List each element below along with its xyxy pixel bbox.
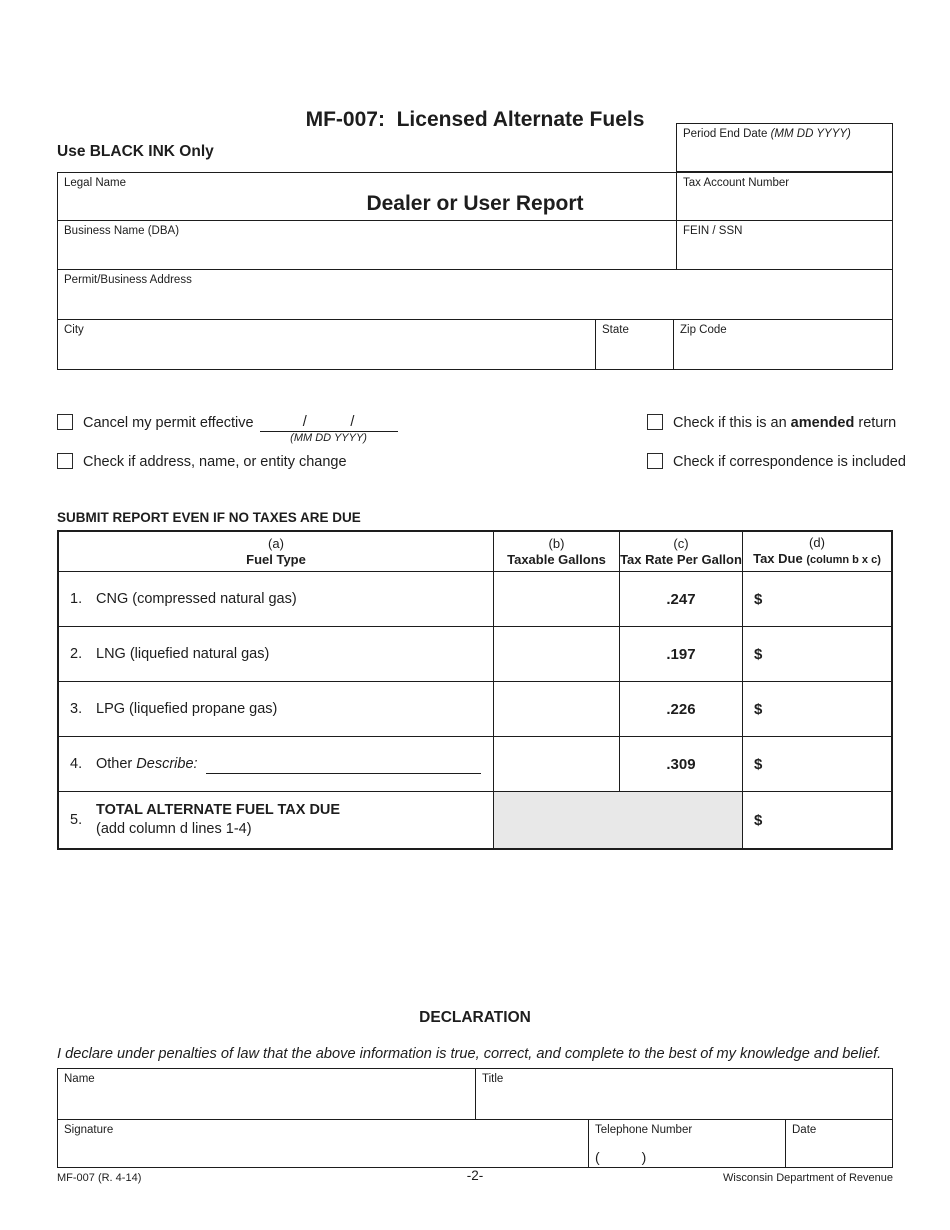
info-row-2	[58, 221, 892, 270]
period-end-date-text: Period End Date	[683, 128, 768, 140]
taxable-gallons-input-row3[interactable]	[494, 682, 620, 736]
tax-account-number-field[interactable]	[677, 173, 892, 220]
info-row-4	[58, 320, 892, 369]
state-field[interactable]	[596, 320, 674, 369]
permit-address-field[interactable]	[58, 270, 892, 319]
correspondence-checkbox[interactable]	[647, 453, 663, 469]
row-3-number: 3.	[70, 701, 83, 717]
total-shaded-cell	[494, 792, 743, 848]
submit-report-note: SUBMIT REPORT EVEN IF NO TAXES ARE DUE	[57, 510, 361, 525]
city-label: City	[64, 324, 84, 336]
amended-bold: amended	[790, 415, 855, 431]
address-change-row	[57, 453, 347, 471]
taxable-gallons-input-row4[interactable]	[494, 737, 620, 791]
taxpayer-info-table	[57, 172, 893, 370]
title-label: Title	[482, 1073, 504, 1085]
tax-rate-row2: .197	[620, 627, 743, 681]
other-describe-input[interactable]	[206, 773, 481, 774]
total-label	[96, 801, 340, 839]
row-5-number: 5.	[70, 811, 83, 828]
taxable-gallons-input-row1[interactable]	[494, 572, 620, 626]
period-end-date-format: (MM DD YYYY)	[770, 128, 851, 140]
declaration-row-2	[58, 1120, 892, 1167]
declaration-table	[57, 1068, 893, 1168]
col-d-label	[743, 551, 891, 568]
city-field[interactable]	[58, 320, 596, 369]
row-2-number: 2.	[70, 646, 83, 662]
col-a-label: Fuel Type	[246, 551, 306, 567]
total-row	[59, 792, 891, 848]
legal-name-label: Legal Name	[64, 177, 127, 189]
title-field[interactable]	[476, 1069, 892, 1119]
address-change-checkbox[interactable]	[57, 453, 73, 469]
page-title-line2: Dealer or User Report	[366, 192, 584, 215]
table-row	[59, 682, 891, 737]
cancel-permit-checkbox[interactable]	[57, 414, 73, 430]
col-header-taxable-gallons	[494, 532, 620, 571]
period-end-date-label	[677, 124, 892, 141]
cancel-permit-date-field	[260, 414, 398, 445]
zip-code-label: Zip Code	[680, 324, 727, 336]
fein-ssn-field[interactable]	[677, 221, 892, 269]
tax-due-input-row2[interactable]	[743, 627, 891, 681]
row-3-label: LPG (liquefied propane gas)	[96, 701, 278, 717]
state-label: State	[602, 324, 629, 336]
cancel-permit-row	[57, 414, 398, 445]
dollar-sign-row4: $	[754, 755, 763, 773]
table-row	[59, 737, 891, 792]
legal-name-field[interactable]	[58, 173, 677, 220]
col-b-tag: (b)	[548, 535, 565, 551]
telephone-parens: ( )	[595, 1149, 647, 1165]
tax-due-input-row1[interactable]	[743, 572, 891, 626]
declaration-row-1	[58, 1069, 892, 1120]
fuel-table-header	[59, 532, 891, 572]
table-row	[59, 627, 891, 682]
col-d-tag: (d)	[809, 535, 825, 550]
black-ink-instruction: Use BLACK INK Only	[57, 143, 214, 160]
tax-rate-row1: .247	[620, 572, 743, 626]
tax-rate-row3: .226	[620, 682, 743, 736]
dollar-sign-row2: $	[754, 645, 763, 663]
amended-return-label	[673, 414, 896, 432]
col-c-tag: (c)	[673, 535, 689, 551]
permit-address-label: Permit/Business Address	[64, 274, 192, 286]
col-c-label: Tax Rate Per Gallon	[620, 551, 742, 567]
name-field[interactable]	[58, 1069, 476, 1119]
amended-suffix: return	[854, 415, 897, 431]
tax-due-input-row4[interactable]	[743, 737, 891, 791]
total-label-cell	[59, 792, 494, 848]
row-2-label: LNG (liquefied natural gas)	[96, 646, 270, 662]
fein-ssn-label: FEIN / SSN	[683, 225, 743, 237]
row-4-label: Other	[96, 756, 133, 772]
date-field[interactable]	[786, 1120, 892, 1167]
cancel-date-input[interactable]: / /	[260, 414, 398, 432]
fuel-type-other	[59, 737, 494, 791]
row-1-label: CNG (compressed natural gas)	[96, 591, 297, 607]
agency-name: Wisconsin Department of Revenue	[723, 1172, 893, 1184]
col-header-tax-due	[743, 532, 891, 571]
row-4-describe-label: Describe:	[136, 756, 198, 772]
col-header-fuel-type	[59, 532, 494, 571]
signature-field[interactable]	[58, 1120, 589, 1167]
correspondence-row	[647, 453, 906, 471]
total-label-bold: TOTAL ALTERNATE FUEL TAX DUE	[96, 802, 341, 818]
date-label: Date	[792, 1124, 817, 1136]
row-1-number: 1.	[70, 591, 83, 607]
col-header-tax-rate	[620, 532, 743, 571]
page-number: -2-	[466, 1168, 484, 1183]
dollar-sign-row3: $	[754, 700, 763, 718]
telephone-label: Telephone Number	[595, 1124, 693, 1136]
fuel-type-cng	[59, 572, 494, 626]
total-tax-due-input[interactable]	[743, 792, 891, 848]
col-d-label-sub: (column b x c)	[806, 554, 881, 566]
telephone-field[interactable]	[589, 1120, 786, 1167]
name-label: Name	[64, 1073, 95, 1085]
declaration-statement: I declare under penalties of law that the above information is true, correct, and complete to the best of my knowledge and belief.	[57, 1046, 882, 1062]
page-title-line1: MF-007: Licensed Alternate Fuels	[305, 108, 645, 131]
info-row-1	[58, 173, 892, 221]
address-change-label: Check if address, name, or entity change	[83, 454, 347, 470]
business-name-field[interactable]	[58, 221, 677, 269]
amended-prefix: Check if this is an	[673, 415, 791, 431]
tax-due-input-row3[interactable]	[743, 682, 891, 736]
tax-account-number-label: Tax Account Number	[683, 177, 790, 189]
period-end-date-field[interactable]	[676, 123, 893, 172]
col-d-label-main: Tax Due	[753, 551, 803, 566]
row-4-number: 4.	[70, 756, 83, 772]
amended-return-checkbox[interactable]	[647, 414, 663, 430]
declaration-heading: DECLARATION	[419, 1009, 531, 1026]
business-name-label: Business Name (DBA)	[64, 225, 180, 237]
col-a-tag: (a)	[268, 535, 284, 551]
cancel-permit-label: Cancel my permit effective	[83, 415, 254, 431]
dollar-sign-total: $	[754, 811, 763, 829]
zip-code-field[interactable]	[674, 320, 892, 369]
fuel-type-lpg	[59, 682, 494, 736]
amended-return-row	[647, 414, 896, 432]
info-row-3	[58, 270, 892, 320]
dollar-sign-row1: $	[754, 590, 763, 608]
col-b-label: Taxable Gallons	[507, 551, 606, 567]
total-label-sub: (add column d lines 1-4)	[96, 821, 252, 837]
signature-label: Signature	[64, 1124, 114, 1136]
table-row	[59, 572, 891, 627]
correspondence-label: Check if correspondence is included	[673, 454, 906, 470]
taxable-gallons-input-row2[interactable]	[494, 627, 620, 681]
fuel-type-lng	[59, 627, 494, 681]
fuel-tax-table	[57, 530, 893, 850]
tax-rate-row4: .309	[620, 737, 743, 791]
form-number: MF-007 (R. 4-14)	[57, 1172, 142, 1184]
cancel-date-format: (MM DD YYYY)	[290, 432, 367, 444]
